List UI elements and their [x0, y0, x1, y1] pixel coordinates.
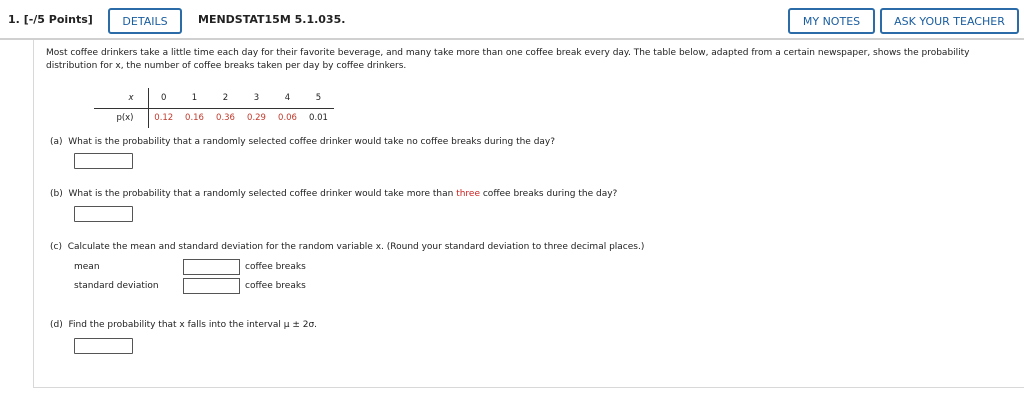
- p-value: 0.06: [278, 113, 297, 124]
- table-row: [94, 88, 334, 108]
- p-value: 0.36: [216, 113, 235, 124]
- x-value: 4: [272, 88, 303, 108]
- question-number-points: 1. [-/5 Points]: [8, 13, 93, 26]
- part-d-question: (d) Find the probability that x falls into the interval μ ± 2σ.: [50, 320, 318, 330]
- mean-unit: coffee breaks: [245, 262, 306, 272]
- p-value: 0.12: [148, 108, 179, 128]
- sd-unit: coffee breaks: [245, 281, 306, 291]
- p-header: p(x): [116, 113, 134, 124]
- probability-table: [94, 88, 334, 128]
- p-value: 0.29: [247, 113, 266, 124]
- x-value: 1: [179, 88, 210, 108]
- mean-input[interactable]: [183, 259, 240, 275]
- highlight-word: three: [456, 189, 480, 199]
- question-header: [0, 0, 1024, 40]
- p-value: 0.01: [309, 113, 328, 124]
- part-d-answer-input[interactable]: [74, 338, 133, 354]
- x-header: x: [94, 88, 148, 108]
- my-notes-button[interactable]: MY NOTES: [788, 8, 875, 34]
- x-value: 2: [210, 88, 241, 108]
- part-a-question: (a) What is the probability that a randomly selected coffee drinker would take no coffee breaks during the day?: [50, 137, 556, 147]
- part-c-question: (c) Calculate the mean and standard deviation for the random variable x. (Round your standard deviation to three decimal places.): [50, 242, 645, 252]
- sd-input[interactable]: [183, 278, 240, 294]
- sd-label: standard deviation: [74, 281, 159, 291]
- details-button[interactable]: DETAILS: [108, 8, 182, 34]
- p-value: 0.16: [185, 113, 204, 124]
- part-a-answer-input[interactable]: [74, 153, 133, 169]
- x-value: 3: [241, 88, 272, 108]
- part-b-question: (b) What is the probability that a randomly selected coffee drinker would take more than three coffee breaks during the day?: [50, 189, 618, 199]
- question-content: [33, 40, 1024, 388]
- table-row: [94, 108, 334, 128]
- ask-teacher-button[interactable]: ASK YOUR TEACHER: [880, 8, 1019, 34]
- x-value: 0: [148, 88, 179, 108]
- problem-code: MENDSTAT15M 5.1.035.: [198, 13, 346, 26]
- mean-label: mean: [74, 262, 100, 272]
- part-b-answer-input[interactable]: [74, 206, 133, 222]
- intro-text: Most coffee drinkers take a little time each day for their favorite beverage, and many take more than one coffee break every day. The table below, adapted from a certain newspaper, shows the probability distribution for x, the number of coffee breaks taken per day by coffee drinkers.: [46, 48, 970, 71]
- x-value: 5: [303, 88, 334, 108]
